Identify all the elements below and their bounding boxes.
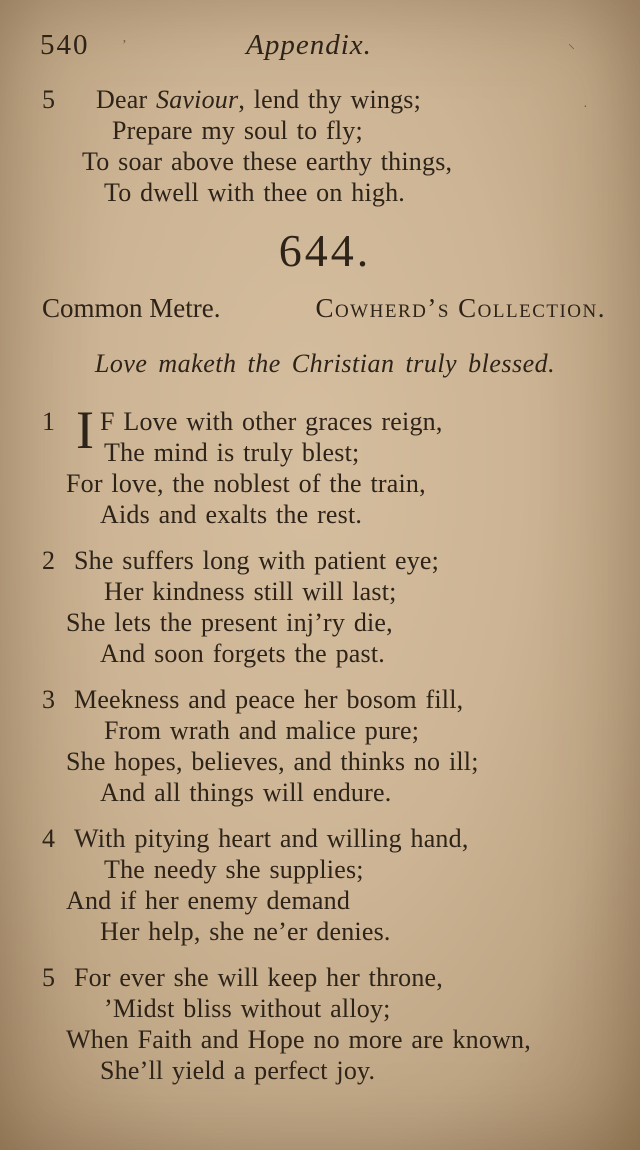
verse-line: Prepare my soul to fly; [112,116,363,145]
drop-cap: I [76,400,95,460]
source-label: Cowherd’s Collection. [315,293,606,323]
verse-line: To soar above these earthy things, [82,147,453,176]
stanza-line: The needy she supplies; [104,855,364,884]
stanza-line: Her help, she ne’er denies. [100,917,391,946]
stanza-number: 2 [42,546,56,575]
stanza-line: She hopes, believes, and thinks no ill; [66,747,479,776]
page-number: 540 [40,29,90,61]
running-header-title: Appendix. [246,29,372,61]
stanza-line: She suffers long with patient eye; [74,546,440,575]
stanza-2 [40,545,610,669]
hymn-meta-line [42,292,606,324]
paper-speck: ’ [122,38,127,53]
previous-hymn-verse [40,84,610,208]
stanza-line: And soon forgets the past. [100,639,385,668]
stanza-number: 5 [42,963,56,992]
stanza-line: With pitying heart and willing hand, [74,824,469,853]
stanza-line: Meekness and peace her bosom fill, [74,685,464,714]
stanza-line: From wrath and malice pure; [104,716,420,745]
stanza-line: For ever she will keep her throne, [74,963,443,992]
stanza-line: Her kindness still will last; [104,577,397,606]
stanza-number: 3 [42,685,56,714]
hymn-title: Love maketh the Christian truly blessed. [94,349,556,378]
stanza-number: 4 [42,824,56,853]
paper-speck: ⸌ [568,43,575,58]
stanza-line: For love, the noblest of the train, [66,469,426,498]
verse-line-text: Dear [96,85,157,114]
verse-line-text: , lend thy wings; [238,85,422,114]
stanza-line: When Faith and Hope no more are known, [66,1025,531,1054]
stanza-line: She lets the present inj’ry die, [66,608,393,637]
stanza-5 [40,962,610,1086]
page-header [40,28,610,62]
paper-speck: · [583,100,588,115]
stanza-line: And all things will endure. [100,778,392,807]
stanza-line: The mind is truly blest; [104,438,360,467]
stanza-line: Aids and exalts the rest. [100,500,363,529]
verse-number: 5 [42,85,56,114]
verse-line-italic: Saviour [156,85,239,114]
stanza-line: And if her enemy demand [66,886,351,915]
verse-line: To dwell with thee on high. [104,178,405,207]
stanza-4 [40,823,610,947]
stanza-1 [40,400,610,530]
metre-label: Common Metre. [42,293,221,323]
stanza-line: F Love with other graces reign, [100,407,443,436]
verse-line [96,84,610,115]
stanza-line: She’ll yield a perfect joy. [100,1056,376,1085]
hymn-number: 644. [278,225,372,276]
stanza-3 [40,684,610,808]
stanza-number: 1 [42,407,56,436]
stanza-line: ’Midst bliss without alloy; [104,994,391,1023]
